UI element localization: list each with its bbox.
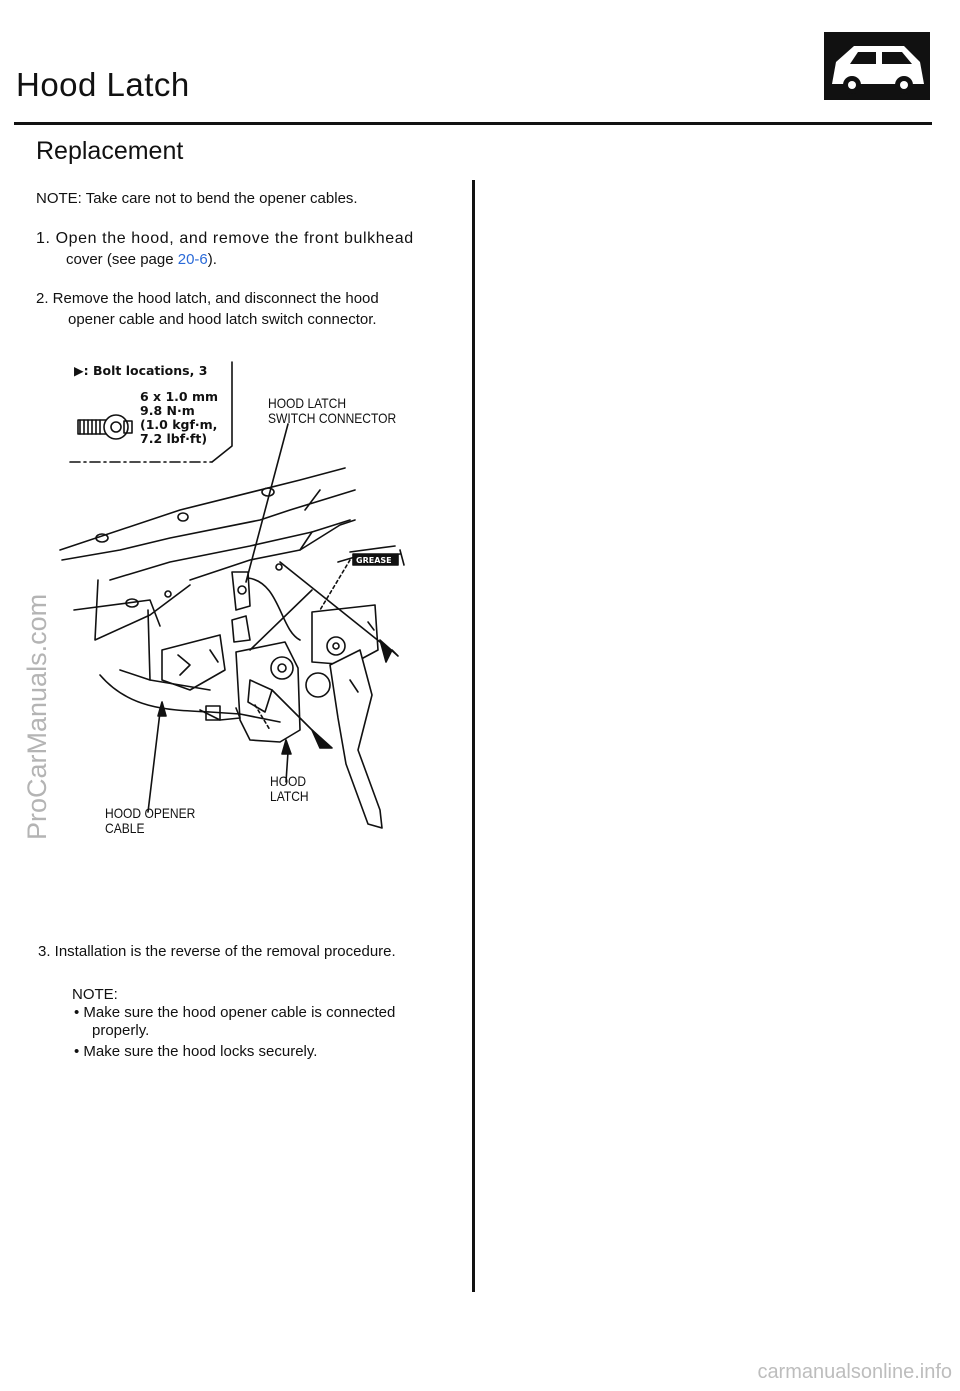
bolt-torque-nm: 9.8 N·m [140, 403, 195, 418]
bottom-watermark: carmanualsonline.info [757, 1361, 952, 1383]
note-text: NOTE: Take care not to bend the opener cables. [36, 190, 358, 207]
step-2-continued: opener cable and hood latch switch connector. [68, 311, 377, 328]
step-1-suffix: ). [207, 251, 217, 268]
step-3-text: 3. Installation is the reverse of the removal procedure. [38, 943, 396, 960]
title-rule [14, 122, 932, 125]
callout-cable-line-2: CABLE [105, 820, 145, 836]
step-2-text: 2. Remove the hood latch, and disconnect the hood [36, 290, 379, 307]
section-title: Replacement [36, 137, 184, 165]
note-bullet-2: • Make sure the hood locks securely. [74, 1043, 318, 1060]
callout-hood-latch [270, 774, 309, 804]
note-bullet-1-continued: properly. [92, 1022, 150, 1039]
note-heading: NOTE: [72, 986, 118, 1003]
callout-switch-line-2: SWITCH CONNECTOR [268, 410, 397, 426]
bolt-heading: ▶: Bolt locations, 3 [74, 363, 208, 378]
callout-hood-opener-cable [105, 806, 195, 836]
bolt-size: 6 x 1.0 mm [140, 389, 219, 404]
bolt-torque-lbf: 7.2 lbf·ft) [140, 431, 208, 446]
step-1-continued [66, 251, 217, 269]
column-divider [472, 180, 475, 1292]
callout-latch-line-1: HOOD [270, 773, 307, 789]
bolt-specification [74, 363, 219, 446]
page-reference-link[interactable]: 20-6 [177, 251, 208, 268]
step-1-text: 1. Open the hood, and remove the front bulkhead [36, 230, 414, 247]
callout-hood-latch-switch-connector [268, 396, 396, 426]
callout-latch-line-2: LATCH [270, 788, 309, 804]
callout-cable-line-1: HOOD OPENER [105, 805, 196, 821]
step-1-prefix: cover (see page [66, 251, 178, 268]
bolt-torque-kgf: (1.0 kgf·m, [140, 417, 218, 432]
page-title: Hood Latch [16, 66, 190, 103]
note-bullet-1: • Make sure the hood opener cable is connected [74, 1004, 396, 1021]
grease-label: GREASE [356, 556, 392, 565]
callout-switch-line-1: HOOD LATCH [268, 395, 347, 411]
car-icon [824, 32, 930, 100]
side-watermark: ProCarManuals.com [22, 593, 52, 840]
